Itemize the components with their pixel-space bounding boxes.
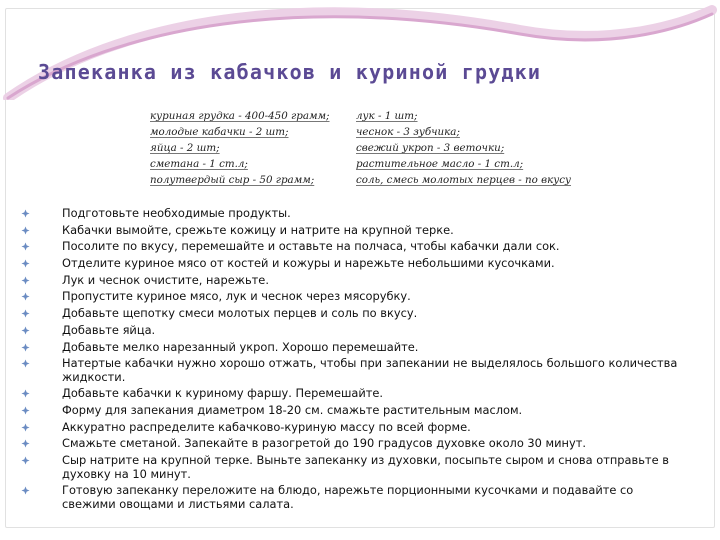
step-text: Добавьте мелко нарезанный укроп. Хорошо перемешайте. [62,339,419,354]
bullet-icon [21,326,30,335]
ingredient-item: свежий укроп - 3 веточки; [356,142,505,154]
ingredient-item: лук - 1 шт; [356,110,418,122]
step-text: Готовую запеканку переложите на блюдо, нарежьте порционными кусочками и подавайте со свежими овощами и листьями салата. [62,483,634,511]
list-item [20,454,690,481]
ingredient-item: полутвердый сыр - 50 грамм; [150,174,315,186]
bullet-icon [21,389,30,398]
bullet-icon [21,423,30,432]
ingredient-item: чеснок - 3 зубчика; [356,126,460,138]
bullet-icon [21,309,30,318]
list-item [20,307,690,321]
ingredients-left-column [150,108,340,188]
bullet-icon [21,209,30,218]
list-item [20,484,690,511]
step-text: Пропустите куриное мясо, лук и чеснок через мясорубку. [62,289,411,304]
list-item [20,240,690,254]
bullet-icon [21,259,30,268]
step-text: Форму для запекания диаметром 18-20 см. смажьте растительным маслом. [62,403,523,418]
list-item [20,207,690,221]
ingredient-item: яйца - 2 шт; [150,142,220,154]
ingredient-item: куриная грудка - 400-450 грамм; [150,110,330,122]
bullet-icon [21,406,30,415]
bullet-icon [21,242,30,251]
step-text: Посолите по вкусу, перемешайте и оставьте на полчаса, чтобы кабачки дали сок. [62,239,560,254]
bullet-icon [21,276,30,285]
list-item [20,341,690,355]
step-text: Кабачки вымойте, срежьте кожицу и натрите на крупной терке. [62,222,454,237]
slide-title: Запеканка из кабачков и куриной грудки [38,60,542,84]
list-item [20,224,690,238]
decorative-curve [0,0,720,100]
ingredient-item: молодые кабачки - 2 шт; [150,126,289,138]
list-item [20,324,690,338]
list-item [20,357,690,384]
ingredient-item: сметана - 1 ст.л; [150,158,248,170]
step-text: Смажьте сметаной. Запекайте в разогретой до 190 градусов духовке около 30 минут. [62,436,586,451]
bullet-icon [21,456,30,465]
bullet-icon [21,343,30,352]
list-item [20,404,690,418]
step-text: Добавьте щепотку смеси молотых перцев и соль по вкусу. [62,306,418,321]
step-text: Добавьте яйца. [62,322,156,337]
bullet-icon [21,292,30,301]
step-text: Добавьте кабачки к куриному фаршу. Перемешайте. [62,386,384,401]
step-text: Отделите куриное мясо от костей и кожуры и нарежьте небольшими кусочками. [62,256,555,271]
ingredients-right-column [356,108,576,188]
step-text: Натертые кабачки нужно хорошо отжать, чтобы при запекании не выделялось большого количества жидкости. [62,356,678,384]
step-text: Аккуратно распределите кабачково-куриную массу по всей форме. [62,419,471,434]
ingredient-item: растительное масло - 1 ст.л; [356,158,524,170]
step-text: Подготовьте необходимые продукты. [62,206,291,220]
bullet-icon [21,439,30,448]
list-item [20,421,690,435]
list-item [20,437,690,451]
list-item [20,290,690,304]
ingredient-item: соль, смесь молотых перцев - по вкусу [356,174,572,186]
bullet-icon [21,486,30,495]
bullet-icon [21,359,30,368]
recipe-steps-list [20,207,690,515]
bullet-icon [21,226,30,235]
list-item [20,274,690,288]
step-text: Сыр натрите на крупной терке. Выньте запеканку из духовки, посыпьте сыром и снова отправьте в духовку на 10 минут. [62,453,669,481]
step-text: Лук и чеснок очистите, нарежьте. [62,272,269,287]
list-item [20,387,690,401]
list-item [20,257,690,271]
